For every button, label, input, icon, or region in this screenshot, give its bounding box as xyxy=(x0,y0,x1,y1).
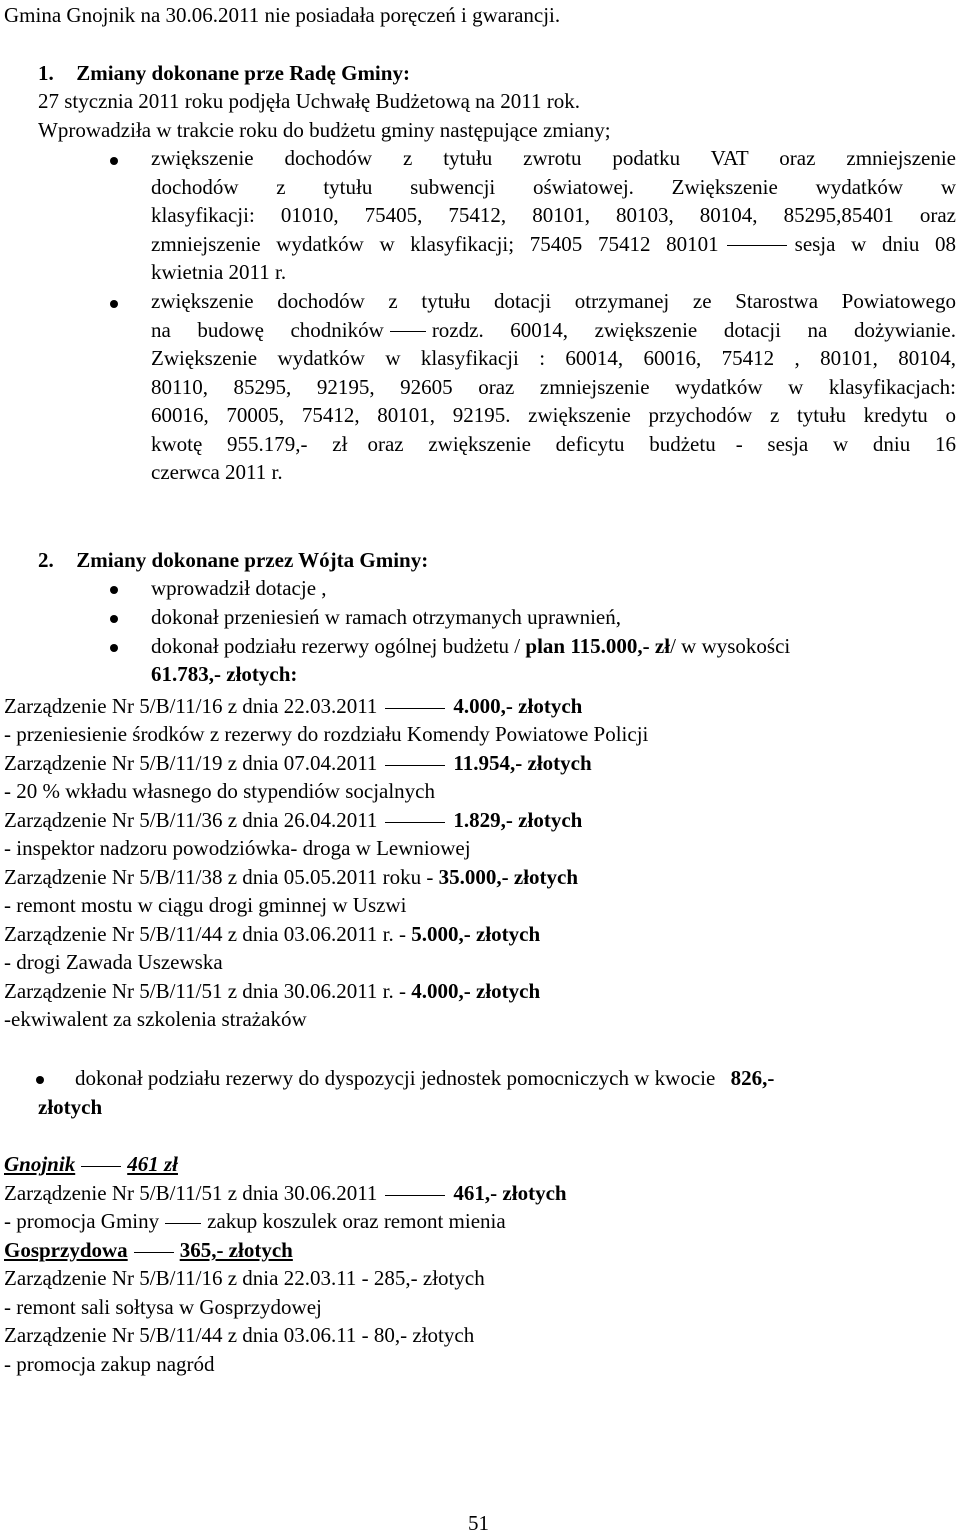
bullet-icon xyxy=(110,586,118,594)
gosprzydowa-heading: Gosprzydowa 365,- złotych xyxy=(4,1238,293,1262)
section2-number: 2. xyxy=(38,548,54,572)
order-line: Zarządzenie Nr 5/B/11/38 z dnia 05.05.2011 roku - 35.000,- złotych xyxy=(4,865,579,889)
dash-separator xyxy=(727,245,787,246)
aux-units-bullet: dokonał podziału rezerwy do dyspozycji jednostek pomocniczych w kwocie 826,- xyxy=(75,1066,775,1090)
bullet-grant-changes: zwiększenie dochodów z tytułu dotacji otrzymanej ze Starostwa Powiatowego na budowę chodników rozdz. 60014, zwiększenie dotacji na dożywianie. Zwiększenie wydatków w klasyfikacji : 60014, 60016, 75412 , 80101, 80104, 80110, 85295, 92195, 92605 oraz zmniejszenie wydatków w klasyfikacjach: 60016, 70005, 75412, 80101, 92195. zwiększenie przychodów z tytułu kredytu o kwotę 955.179,- zł oraz zwiększenie deficytu budżetu - sesja w dniu 16 czerwca 2011 r. xyxy=(151,289,956,484)
reserve-amount: 61.783,- złotych: xyxy=(151,662,298,686)
order-desc: - remont mostu w ciągu drogi gminnej w Uszwi xyxy=(4,893,407,917)
bullet-reserve: dokonał podziału rezerwy ogólnej budżetu / plan 115.000,- zł/ w wysokości xyxy=(151,634,791,658)
aux-units-amount: złotych xyxy=(38,1095,103,1119)
section2-heading xyxy=(38,546,428,575)
bullet-icon xyxy=(110,644,118,652)
order-line: Zarządzenie Nr 5/B/11/51 z dnia 30.06.2011 r. - 4.000,- złotych xyxy=(4,979,541,1003)
bullet-grants: wprowadził dotacje , xyxy=(151,576,327,600)
bullet-icon xyxy=(110,615,118,623)
order-desc: - przeniesienie środków z rezerwy do rozdziału Komendy Powiatowe Policji xyxy=(4,722,649,746)
order-line: Zarządzenie Nr 5/B/11/44 z dnia 03.06.2011 r. - 5.000,- złotych xyxy=(4,922,541,946)
section1-heading xyxy=(38,59,410,88)
order-desc: - remont sali sołtysa w Gosprzydowej xyxy=(4,1295,322,1319)
order-line: Zarządzenie Nr 5/B/11/16 z dnia 22.03.11 - 285,- złotych xyxy=(4,1266,485,1290)
guarantees-line: Gmina Gnojnik na 30.06.2011 nie posiadała poręczeń i gwarancji. xyxy=(4,3,561,27)
section1-title: Zmiany dokonane prze Radę Gminy: xyxy=(76,61,410,85)
budget-resolution-line: 27 stycznia 2011 roku podjęła Uchwałę Budżetową na 2011 rok. xyxy=(38,89,580,113)
section1-number: 1. xyxy=(38,61,54,85)
order-desc: - promocja Gminy zakup koszulek oraz remont mienia xyxy=(4,1209,506,1233)
bullet-vat-changes: zwiększenie dochodów z tytułu zwrotu podatku VAT oraz zmniejszenie dochodów z tytułu subwencji oświatowej. Zwiększenie wydatków w klasyfikacji: 01010, 75405, 75412, 80101, 80103, 80104, 85295,85401 oraz zmniejszenie wydatków w klasyfikacji; 75405 75412 80101 sesja w dniu 08 kwietnia 2011 r. xyxy=(151,146,956,284)
order-line: Zarządzenie Nr 5/B/11/36 z dnia 26.04.2011 1.829,- złotych xyxy=(4,808,583,832)
order-desc: - drogi Zawada Uszewska xyxy=(4,950,223,974)
dash-separator xyxy=(390,331,426,332)
order-desc: - promocja zakup nagród xyxy=(4,1352,215,1376)
bullet-icon xyxy=(110,300,118,308)
section2-title: Zmiany dokonane przez Wójta Gminy: xyxy=(76,548,429,572)
changes-intro-line: Wprowadziła w trakcie roku do budżetu gminy następujące zmiany; xyxy=(38,118,611,142)
order-desc: - inspektor nadzoru powodziówka- droga w Lewniowej xyxy=(4,836,471,860)
order-desc: -ekwiwalent za szkolenia strażaków xyxy=(4,1007,307,1031)
bullet-icon xyxy=(110,157,118,165)
bullet-icon xyxy=(36,1076,44,1084)
order-line: Zarządzenie Nr 5/B/11/44 z dnia 03.06.11 - 80,- złotych xyxy=(4,1323,475,1347)
order-desc: - 20 % wkładu własnego do stypendiów socjalnych xyxy=(4,779,436,803)
order-line: Zarządzenie Nr 5/B/11/51 z dnia 30.06.2011 461,- złotych xyxy=(4,1181,567,1205)
page-number: 51 xyxy=(468,1511,489,1535)
gnojnik-heading: Gnojnik 461 zł xyxy=(4,1152,178,1176)
bullet-transfers: dokonał przeniesień w ramach otrzymanych uprawnień, xyxy=(151,605,621,629)
order-line: Zarządzenie Nr 5/B/11/16 z dnia 22.03.2011 4.000,- złotych xyxy=(4,694,583,718)
order-line: Zarządzenie Nr 5/B/11/19 z dnia 07.04.2011 11.954,- złotych xyxy=(4,751,592,775)
